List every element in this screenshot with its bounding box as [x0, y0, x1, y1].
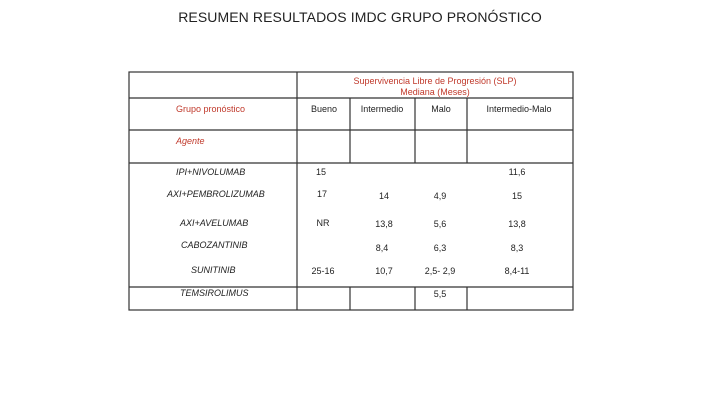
row-agent: TEMSIROLIMUS [180, 288, 249, 298]
row-malo: 5,5 [433, 289, 447, 299]
group-label: Grupo pronóstico [176, 104, 246, 114]
row-bueno: 15 [315, 167, 327, 177]
col-intermedio: Intermedio [360, 104, 404, 114]
row-malo: 6,3 [433, 243, 447, 253]
row-agent: CABOZANTINIB [181, 240, 248, 250]
col-bueno: Bueno [310, 104, 338, 114]
row-intermedio-malo: 11,6 [508, 167, 526, 177]
row-malo: 4,9 [433, 191, 447, 201]
row-intermedio-malo: 8,3 [510, 243, 524, 253]
row-intermedio-malo: 13,8 [508, 219, 526, 229]
slide-title: RESUMEN RESULTADOS IMDC GRUPO PRONÓSTICO [178, 9, 542, 25]
row-bueno: NR [316, 218, 330, 228]
col-intermedio-malo: Intermedio-Malo [486, 104, 552, 114]
row-intermedio: 13,8 [375, 219, 393, 229]
row-agent: AXI+AVELUMAB [180, 218, 249, 228]
header-super-line1: Supervivencia Libre de Progresión (SLP) [353, 76, 517, 86]
row-agent: AXI+PEMBROLIZUMAB [167, 189, 265, 199]
row-intermedio-malo: 15 [511, 191, 523, 201]
row-intermedio-malo: 8,4-11 [504, 266, 530, 276]
row-intermedio: 8,4 [375, 243, 389, 253]
header-super-line2: Mediana (Meses) [400, 87, 470, 97]
col-malo: Malo [431, 104, 451, 114]
row-bueno: 17 [316, 189, 328, 199]
row-malo: 2,5- 2,9 [424, 266, 456, 276]
row-malo: 5,6 [433, 219, 447, 229]
row-intermedio: 14 [378, 191, 390, 201]
row-bueno: 25-16 [311, 266, 335, 276]
row-agent: SUNITINIB [191, 265, 236, 275]
row-agent: IPI+NIVOLUMAB [176, 167, 246, 177]
row-intermedio: 10,7 [375, 266, 393, 276]
agent-label: Agente [176, 136, 205, 146]
